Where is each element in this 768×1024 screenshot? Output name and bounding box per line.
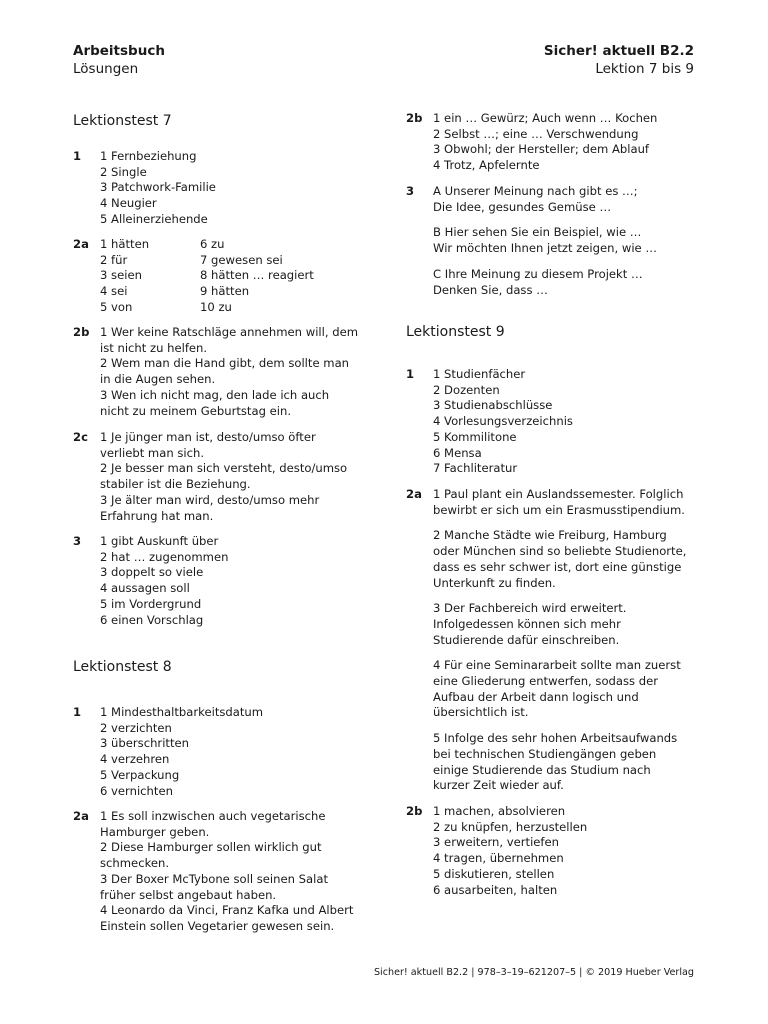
answer-line: 4 aussagen soll (100, 581, 190, 596)
answer-line: 3 seien (100, 268, 142, 283)
exercise-answers (433, 804, 587, 898)
answer-line: 2 Je besser man sich versteht, desto/umso (100, 461, 348, 476)
answer-line: Infolgedessen können sich mehr (433, 616, 621, 631)
answer-line: 4 tragen, übernehmen (433, 851, 564, 866)
answer-line: 1 machen, absolvieren (433, 804, 566, 818)
answer-line: schmecken. (100, 856, 170, 871)
answer-line: dass es sehr schwer ist, dort eine günstige (433, 559, 682, 574)
exercise-answers (433, 487, 686, 794)
answer-line: 1 hätten (100, 237, 150, 251)
answer-line: 3 Der Fachbereich wird erweitert. (433, 601, 627, 616)
answer-line: 2 zu knüpfen, herzustellen (433, 819, 588, 834)
answer-line: 5 diskutieren, stellen (433, 866, 555, 881)
answer-line: 4 Trotz, Apfelernte (433, 158, 540, 173)
answer-line: 5 von (100, 299, 133, 314)
answer-line: 1 gibt Auskunft über (100, 534, 219, 548)
answer-line: 4 verzehren (100, 752, 170, 767)
answer-line: 5 Kommilitone (433, 429, 517, 444)
answer-line: 7 gewesen sei (200, 252, 283, 267)
answer-paragraph (433, 658, 686, 721)
answer-line: 2 hat … zugenommen (100, 549, 229, 564)
answer-line: 2 Manche Städte wie Freiburg, Hamburg (433, 528, 667, 543)
exercise-answers (433, 184, 657, 298)
answer-line: Unterkunft zu finden. (433, 575, 556, 590)
answer-line: früher selbst angebaut haben. (100, 887, 277, 902)
answer-line: 2 Single (100, 164, 147, 179)
exercise-number: 2b (406, 804, 423, 818)
exercise-answers (100, 325, 358, 419)
answer-line: oder München sind so beliebte Studienorte, (433, 544, 687, 559)
exercise-answers (433, 367, 573, 477)
answer-line: kurzer Zeit wieder auf. (433, 778, 564, 793)
answer-line: nicht zu meinem Geburtstag ein. (100, 403, 292, 418)
answer-line: einige Studierende das Studium nach (433, 762, 651, 777)
answer-line: 1 Mindesthaltbarkeitsdatum (100, 705, 264, 719)
answer-line: 1 Wer keine Ratschläge annehmen will, dem (100, 325, 359, 339)
answer-line: 2 Diese Hamburger sollen wirklich gut (100, 840, 322, 855)
exercise-answers (100, 705, 263, 799)
answer-line: 3 Patchwork-Familie (100, 180, 216, 195)
exercise-number: 2b (406, 111, 423, 125)
exercise-number: 1 (406, 367, 415, 381)
exercise-number: 3 (73, 534, 82, 548)
answer-line: Die Idee, gesundes Gemüse … (433, 199, 612, 214)
answer-line: 3 Studienabschlüsse (433, 398, 553, 413)
answer-line: 4 Für eine Seminararbeit sollte man zuerst (433, 658, 681, 673)
exercise-number: 2b (73, 325, 90, 339)
answer-line: Hamburger geben. (100, 824, 210, 839)
answers-column-2 (200, 237, 314, 316)
exercise-answers-grid (100, 237, 370, 316)
answer-line: 4 Neugier (100, 196, 157, 211)
header-left (73, 42, 165, 78)
exercise-answers (433, 111, 657, 174)
answer-paragraph (433, 487, 686, 518)
answer-paragraph (433, 601, 686, 648)
answer-line: bei technischen Studiengängen geben (433, 746, 657, 761)
answer-line: 1 ein … Gewürz; Auch wenn … Kochen (433, 111, 658, 125)
answers-column-1 (100, 237, 149, 316)
book-title: Sicher! aktuell B2.2 (543, 43, 694, 59)
answer-line: 3 Wen ich nicht mag, den lade ich auch (100, 387, 330, 402)
answer-line: 3 überschritten (100, 736, 189, 751)
answer-line: 9 hätten (200, 284, 250, 299)
answer-paragraph (433, 731, 686, 794)
answer-line: 5 im Vordergrund (100, 596, 202, 611)
answer-line: übersichtlich ist. (433, 705, 529, 720)
answer-line: Aufbau der Arbeit dann logisch und (433, 689, 639, 704)
answer-line: 1 Es soll inzwischen auch vegetarische (100, 809, 326, 823)
answer-line: 1 Fernbeziehung (100, 149, 197, 163)
exercise-number: 2a (73, 237, 89, 251)
exercise-answers (100, 809, 353, 935)
answer-line: 6 vernichten (100, 783, 173, 798)
lesson-range: Lektion 7 bis 9 (595, 61, 694, 77)
answer-line: Studierende dafür einschreiben. (433, 632, 620, 647)
answer-line: ist nicht zu helfen. (100, 340, 208, 355)
answer-line: 2 Dozenten (433, 382, 500, 397)
answer-line: Einstein sollen Vegetarier gewesen sein. (100, 918, 335, 933)
answer-line: 2 Selbst …; eine … Verschwendung (433, 126, 639, 141)
exercise-number: 3 (406, 184, 415, 198)
answer-line: 3 doppelt so viele (100, 565, 204, 580)
answer-line: 2 verzichten (100, 720, 172, 735)
exercise-answers (100, 149, 216, 228)
answer-paragraph (433, 267, 657, 298)
answer-line: 6 Mensa (433, 445, 482, 460)
exercise-number: 2a (73, 809, 89, 823)
answer-line: 1 Je jünger man ist, desto/umso öfter (100, 430, 316, 444)
answer-line: C Ihre Meinung zu diesem Projekt … (433, 266, 643, 281)
exercise-answers (100, 534, 228, 628)
answer-line: verliebt man sich. (100, 445, 205, 460)
exercise-answers (100, 430, 347, 524)
answer-line: 5 Infolge des sehr hohen Arbeitsaufwands (433, 731, 678, 746)
answer-line: 6 einen Vorschlag (100, 612, 204, 627)
answer-line: stabiler ist die Beziehung. (100, 477, 251, 492)
answer-line: in die Augen sehen. (100, 372, 216, 387)
answer-line: 2 für (100, 252, 128, 267)
header-right (544, 42, 694, 78)
answer-paragraph (433, 528, 686, 591)
answer-line: Denken Sie, dass … (433, 282, 548, 297)
workbook-title: Arbeitsbuch (73, 43, 165, 59)
answer-line: 4 Leonardo da Vinci, Franz Kafka und Albert (100, 903, 354, 918)
answer-line: 4 sei (100, 284, 128, 299)
page-footer: Sicher! aktuell B2.2 | 978–3–19–621207–5 | © 2019 Hueber Verlag (373, 967, 694, 978)
answer-line: 3 Je älter man wird, desto/umso mehr (100, 492, 320, 507)
answer-line: 5 Alleinerziehende (100, 211, 208, 226)
answer-line: 5 Verpackung (100, 767, 180, 782)
exercise-number: 2c (73, 430, 88, 444)
answer-line: 8 hätten … reagiert (200, 268, 314, 283)
exercise-number: 2a (406, 487, 422, 501)
answer-line: Erfahrung hat man. (100, 508, 214, 523)
test7-title: Lektionstest 7 (73, 113, 172, 129)
answer-paragraph (433, 225, 657, 256)
exercise-number: 1 (73, 705, 82, 719)
answer-line: 6 ausarbeiten, halten (433, 882, 558, 897)
answer-paragraph (433, 184, 657, 215)
answer-line: bewirbt er sich um ein Erasmusstipendium. (433, 502, 685, 517)
answer-line: eine Gliederung entwerfen, sodass der (433, 674, 659, 689)
answer-line: 4 Vorlesungsverzeichnis (433, 414, 573, 429)
answer-line: 3 erweitern, vertiefen (433, 835, 559, 850)
answer-line: 2 Wem man die Hand gibt, dem sollte man (100, 356, 350, 371)
answer-line: B Hier sehen Sie ein Beispiel, wie … (433, 225, 642, 240)
answer-line: 10 zu (200, 299, 232, 314)
test8-title: Lektionstest 8 (73, 659, 172, 675)
answer-line: 1 Paul plant ein Auslandssemester. Folglich (433, 487, 684, 501)
answer-line: 6 zu (200, 237, 225, 251)
answer-line: 1 Studienfächer (433, 367, 526, 381)
answer-line: 3 Obwohl; der Hersteller; dem Ablauf (433, 142, 650, 157)
exercise-number: 1 (73, 149, 82, 163)
answer-line: 7 Fachliteratur (433, 461, 518, 476)
answer-line: Wir möchten Ihnen jetzt zeigen, wie … (433, 241, 657, 256)
solutions-subtitle: Lösungen (73, 61, 139, 77)
test9-title: Lektionstest 9 (406, 324, 505, 340)
answer-line: A Unserer Meinung nach gibt es …; (433, 184, 638, 198)
answer-line: 3 Der Boxer McTybone soll seinen Salat (100, 871, 328, 886)
